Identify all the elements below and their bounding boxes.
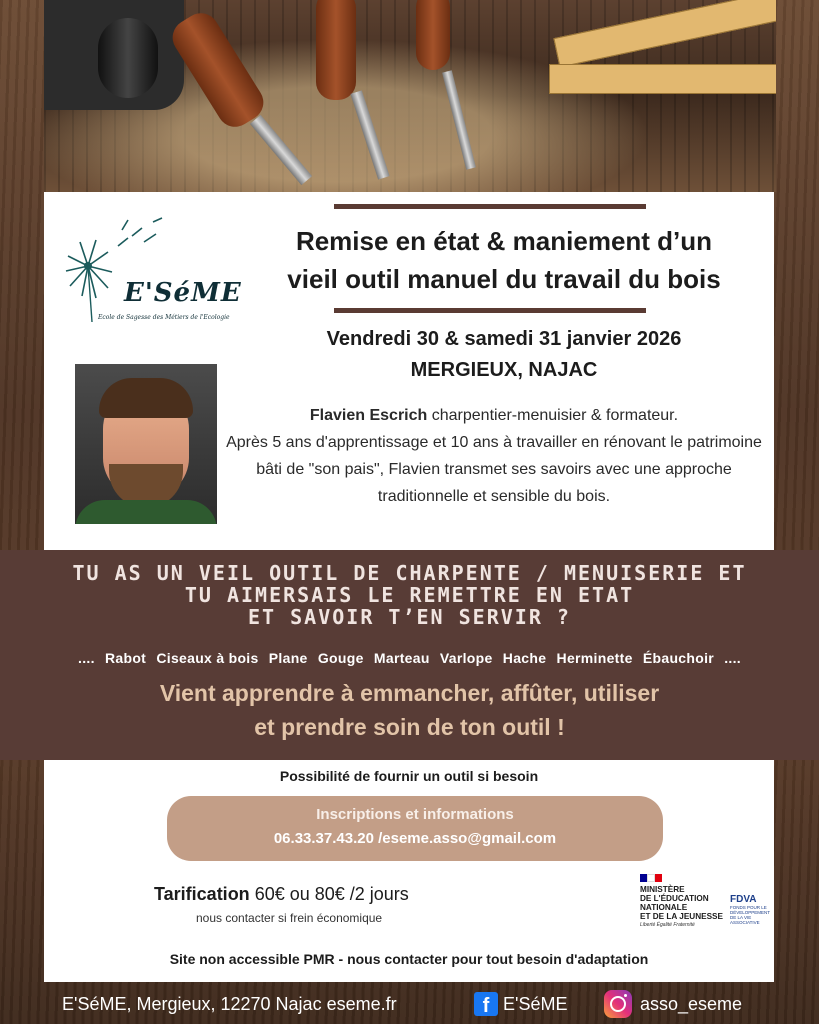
callout-band xyxy=(0,550,819,760)
tool-provided-note: Possibilité de fournir un outil si besoin xyxy=(279,768,539,784)
title-rule-bottom xyxy=(334,308,646,313)
instagram-name[interactable]: asso_eseme xyxy=(640,994,743,1014)
footer xyxy=(0,990,819,1024)
tools-list: .... Rabot Ciseaux à bois Plane Gouge Marteau Varlope Hache Herminette Ébauchoir .... xyxy=(78,650,741,666)
registration-title: Inscriptions et informations xyxy=(316,806,514,823)
footer-address[interactable]: E'SéME, Mergieux, 12270 Najac eseme.fr xyxy=(62,994,397,1014)
learn-tagline: Vient apprendre à emmancher, affûter, utiliser et prendre soin de ton outil ! xyxy=(159,680,660,740)
trainer-photo xyxy=(75,364,217,524)
trainer-name: Flavien Escrich xyxy=(309,407,428,424)
folding-ruler-image xyxy=(553,0,776,68)
tool-item: Ciseaux à bois xyxy=(156,650,259,666)
tool-item: Hache xyxy=(502,650,547,666)
tool-item: Varlope xyxy=(439,650,493,666)
callout-headline: TU AS UN VEIL OUTIL DE CHARPENTE / MENUISERIE ET TU AIMERSAIS LE REMETTRE EN ETAT ET SAVOIR T’EN SERVIR ? xyxy=(72,561,747,629)
tool-item: Herminette xyxy=(556,650,633,666)
instagram-icon[interactable] xyxy=(604,990,632,1018)
ministry-logo: MINISTÈRE DE L'ÉDUCATION NATIONALE ET DE LA JEUNESSE Liberté Égalité Fraternité xyxy=(640,874,732,928)
french-flag-icon xyxy=(640,874,662,882)
tool-item: Gouge xyxy=(317,650,364,666)
facebook-name[interactable]: E'SéME xyxy=(503,994,568,1014)
registration-box xyxy=(167,796,663,861)
trainer-role: charpentier-menuisier & formateur. xyxy=(427,407,679,424)
accessibility-note: Site non accessible PMR - nous contacter pour tout besoin d'adaptation xyxy=(169,951,649,967)
pricing-value: 60€ ou 80€ /2 jours xyxy=(249,884,409,904)
facebook-icon[interactable]: f xyxy=(474,992,498,1016)
trainer-description: Après 5 ans d'apprentissage et 10 ans à travailler en rénovant le patrimoine bâti de "son pais", Flavien transmet ses savoirs avec une approche traditionnelle et sensible du bois. xyxy=(226,434,762,505)
fdva-logo: FDVA FONDS POUR LE DÉVELOPPEMENT DE LA VIE ASSOCIATIVE xyxy=(730,894,770,925)
pricing-note: nous contacter si frein économique xyxy=(196,911,383,925)
tool-item: Marteau xyxy=(373,650,430,666)
event-dates: Vendredi 30 & samedi 31 janvier 2026 xyxy=(326,328,682,350)
pricing xyxy=(154,884,409,905)
title-rule-top xyxy=(334,204,646,209)
registration-contact[interactable]: 06.33.37.43.20 /eseme.asso@gmail.com xyxy=(273,830,557,847)
tool-item: Rabot xyxy=(104,650,147,666)
event-dates-place xyxy=(244,324,764,386)
hand-plane-image xyxy=(44,0,184,110)
logo-name: E'SéME xyxy=(124,278,242,308)
dandelion-icon xyxy=(58,216,168,326)
trainer-bio xyxy=(224,402,764,510)
logo-subtitle: Ecole de Sagesse des Métiers de l'Ecologie xyxy=(98,314,230,321)
pricing-label: Tarification xyxy=(154,884,250,904)
event-card xyxy=(44,192,774,550)
eseme-logo xyxy=(58,216,242,326)
info-card xyxy=(44,760,774,982)
event-title: Remise en état & maniement d’un vieil outil manuel du travail du bois xyxy=(287,226,721,294)
event-place: MERGIEUX, NAJAC xyxy=(410,359,598,381)
tools-photo xyxy=(44,0,776,192)
tool-item: Ébauchoir xyxy=(642,650,715,666)
tool-item: Plane xyxy=(268,650,308,666)
